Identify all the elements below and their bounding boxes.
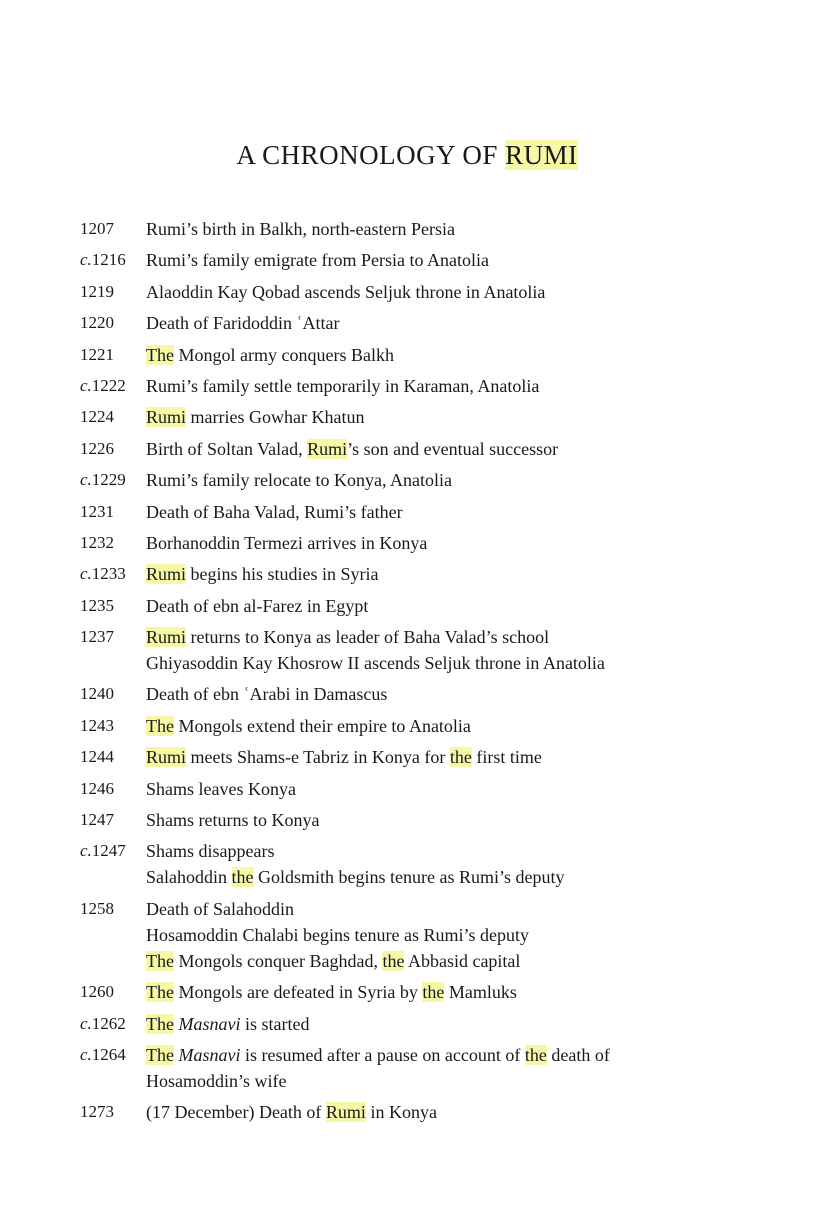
entry-year: 1246: [80, 778, 114, 798]
entry-line: Shams leaves Konya: [146, 778, 296, 799]
entry-line: Death of ebn al-Farez in Egypt: [146, 595, 369, 616]
entry-text: [146, 530, 760, 561]
entry-text: [146, 404, 760, 435]
entry-line: Rumi begins his studies in Syria: [146, 564, 379, 585]
chronology-entry: [80, 593, 760, 624]
italic-title: Masnavi: [178, 1013, 241, 1034]
entry-line: The Mongols extend their empire to Anatolia: [146, 715, 471, 736]
entry-year: 1207: [80, 219, 114, 238]
entry-line: Death of Baha Valad, Rumi’s father: [146, 501, 403, 522]
highlighted-term: The: [146, 950, 174, 971]
entry-line: Rumi meets Shams-e Tabriz in Konya for the first time: [146, 747, 542, 768]
highlighted-term: Rumi: [307, 438, 348, 459]
highlighted-term: Rumi: [325, 1102, 366, 1123]
entry-year: c.1247: [80, 841, 126, 861]
entry-text: [146, 713, 760, 744]
entry-line: Hosamoddin Chalabi begins tenure as Rumi’s deputy: [146, 924, 529, 945]
chronology-entry: [80, 776, 760, 807]
chronology-entry: [80, 838, 760, 895]
circa-mark: c.: [80, 470, 92, 490]
entry-year: c.1216: [80, 250, 126, 270]
entry-text: [146, 744, 760, 775]
entry-line: Hosamoddin’s wife: [146, 1070, 287, 1091]
entry-line: Rumi’s birth in Balkh, north-eastern Persia: [146, 219, 455, 239]
entry-text: [146, 247, 760, 278]
entry-text: [146, 1042, 760, 1094]
circa-mark: c.: [80, 1044, 92, 1064]
entry-line: The Mongol army conquers Balkh: [146, 344, 394, 365]
entry-line: Rumi’s family relocate to Konya, Anatolia: [146, 470, 452, 491]
entry-line: Salahoddin the Goldsmith begins tenure as Rumi’s deputy: [146, 867, 565, 888]
entry-line: Rumi returns to Konya as leader of Baha Valad’s school: [146, 627, 550, 648]
entry-line: Rumi marries Gowhar Khatun: [146, 407, 365, 428]
entry-text: [146, 373, 760, 404]
circa-mark: c.: [80, 564, 92, 584]
entry-line: The Mongols conquer Baghdad, the Abbasid capital: [146, 950, 521, 971]
entry-line: Rumi’s family emigrate from Persia to Anatolia: [146, 250, 489, 271]
chronology-entry: [80, 373, 760, 404]
chronology-list: [80, 216, 760, 1131]
entry-text: [146, 310, 760, 341]
entry-year: 1273: [80, 1102, 114, 1122]
entry-text: [146, 216, 760, 247]
chronology-entry: [80, 681, 760, 712]
entry-line: Birth of Soltan Valad, Rumi’s son and eventual successor: [146, 438, 559, 459]
entry-text: [146, 1099, 760, 1130]
entry-line: The Masnavi is started: [146, 1013, 310, 1034]
circa-mark: c.: [80, 1013, 92, 1033]
chronology-entry: [80, 436, 760, 467]
entry-text: [146, 279, 760, 310]
entry-text: [146, 624, 760, 676]
entry-text: [146, 1011, 760, 1042]
entry-year: 1219: [80, 281, 114, 301]
entry-line: (17 December) Death of Rumi in Konya: [146, 1102, 437, 1123]
entry-text: [146, 838, 760, 890]
entry-text: [146, 776, 760, 807]
highlighted-term: the: [524, 1044, 547, 1065]
highlighted-term: The: [146, 1013, 174, 1034]
entry-year: c.1264: [80, 1044, 126, 1064]
entry-year: 1260: [80, 982, 114, 1002]
entry-line: The Mongols are defeated in Syria by the Mamluks: [146, 982, 517, 1003]
entry-line: Borhanoddin Termezi arrives in Konya: [146, 532, 428, 553]
entry-text: [146, 467, 760, 498]
entry-year: c.1262: [80, 1013, 126, 1033]
highlighted-term: the: [449, 747, 472, 768]
entry-line: Death of Faridoddin ʿAttar: [146, 313, 340, 334]
entry-year: c.1229: [80, 470, 126, 490]
highlighted-term: The: [146, 1044, 174, 1065]
highlighted-term: the: [382, 950, 405, 971]
italic-title: Masnavi: [178, 1044, 241, 1065]
entry-text: [146, 593, 760, 624]
highlighted-term: The: [146, 982, 174, 1003]
entry-text: [146, 681, 760, 712]
entry-year: 1235: [80, 595, 114, 615]
entry-year: c.1233: [80, 564, 126, 584]
chronology-entry: [80, 1011, 760, 1042]
entry-year: 1221: [80, 344, 114, 364]
highlighted-term: Rumi: [146, 564, 187, 585]
chronology-entry: [80, 713, 760, 744]
entry-year: 1226: [80, 438, 114, 458]
entry-text: [146, 807, 760, 838]
chronology-entry: [80, 404, 760, 435]
entry-line: Shams disappears: [146, 841, 275, 862]
entry-line: Rumi’s family settle temporarily in Karaman, Anatolia: [146, 375, 540, 396]
entry-year: 1231: [80, 501, 114, 521]
entry-year: 1237: [80, 627, 114, 647]
chronology-entry: [80, 310, 760, 341]
entry-line: Death of Salahoddin: [146, 898, 294, 919]
circa-mark: c.: [80, 250, 92, 270]
entry-year: 1244: [80, 747, 114, 767]
chronology-entry: [80, 1042, 760, 1099]
highlighted-term: The: [146, 344, 174, 365]
entry-text: [146, 436, 760, 467]
chronology-entry: [80, 744, 760, 775]
entry-year: c.1222: [80, 375, 126, 395]
entry-year: 1247: [80, 810, 114, 830]
entry-text: [146, 979, 760, 1010]
entry-year: 1240: [80, 684, 114, 704]
chronology-entry: [80, 896, 760, 979]
chronology-entry: [80, 247, 760, 278]
entry-text: [146, 342, 760, 373]
highlighted-term: Rumi: [146, 627, 187, 648]
highlighted-term: the: [231, 867, 254, 888]
entry-year: 1232: [80, 532, 114, 552]
chronology-entry: [80, 216, 760, 247]
entry-text: [146, 561, 760, 592]
chronology-entry: [80, 467, 760, 498]
entry-line: Death of ebn ʿArabi in Damascus: [146, 684, 388, 705]
entry-line: The Masnavi is resumed after a pause on account of the death of: [146, 1044, 610, 1065]
title-highlight: RUMI: [505, 140, 578, 170]
chronology-entry: [80, 979, 760, 1010]
highlighted-term: the: [422, 982, 445, 1003]
chronology-entry: [80, 807, 760, 838]
entry-line: Ghiyasoddin Kay Khosrow II ascends Seljuk throne in Anatolia: [146, 653, 605, 674]
highlighted-term: Rumi: [146, 407, 187, 428]
chronology-entry: [80, 499, 760, 530]
entry-year: 1224: [80, 407, 114, 427]
chronology-entry: [80, 561, 760, 592]
page-title: [0, 140, 814, 171]
chronology-entry: [80, 1099, 760, 1130]
entry-year: 1258: [80, 898, 114, 918]
highlighted-term: The: [146, 715, 174, 736]
highlighted-term: Rumi: [146, 747, 187, 768]
chronology-entry: [80, 279, 760, 310]
chronology-entry: [80, 530, 760, 561]
title-prefix: A CHRONOLOGY OF: [236, 140, 506, 170]
circa-mark: c.: [80, 375, 92, 395]
entry-line: Alaoddin Kay Qobad ascends Seljuk throne in Anatolia: [146, 281, 546, 302]
entry-line: Shams returns to Konya: [146, 810, 320, 831]
chronology-entry: [80, 342, 760, 373]
entry-text: [146, 499, 760, 530]
entry-year: 1243: [80, 715, 114, 735]
chronology-entry: [80, 624, 760, 681]
entry-text: [146, 896, 760, 974]
circa-mark: c.: [80, 841, 92, 861]
entry-year: 1220: [80, 313, 114, 333]
